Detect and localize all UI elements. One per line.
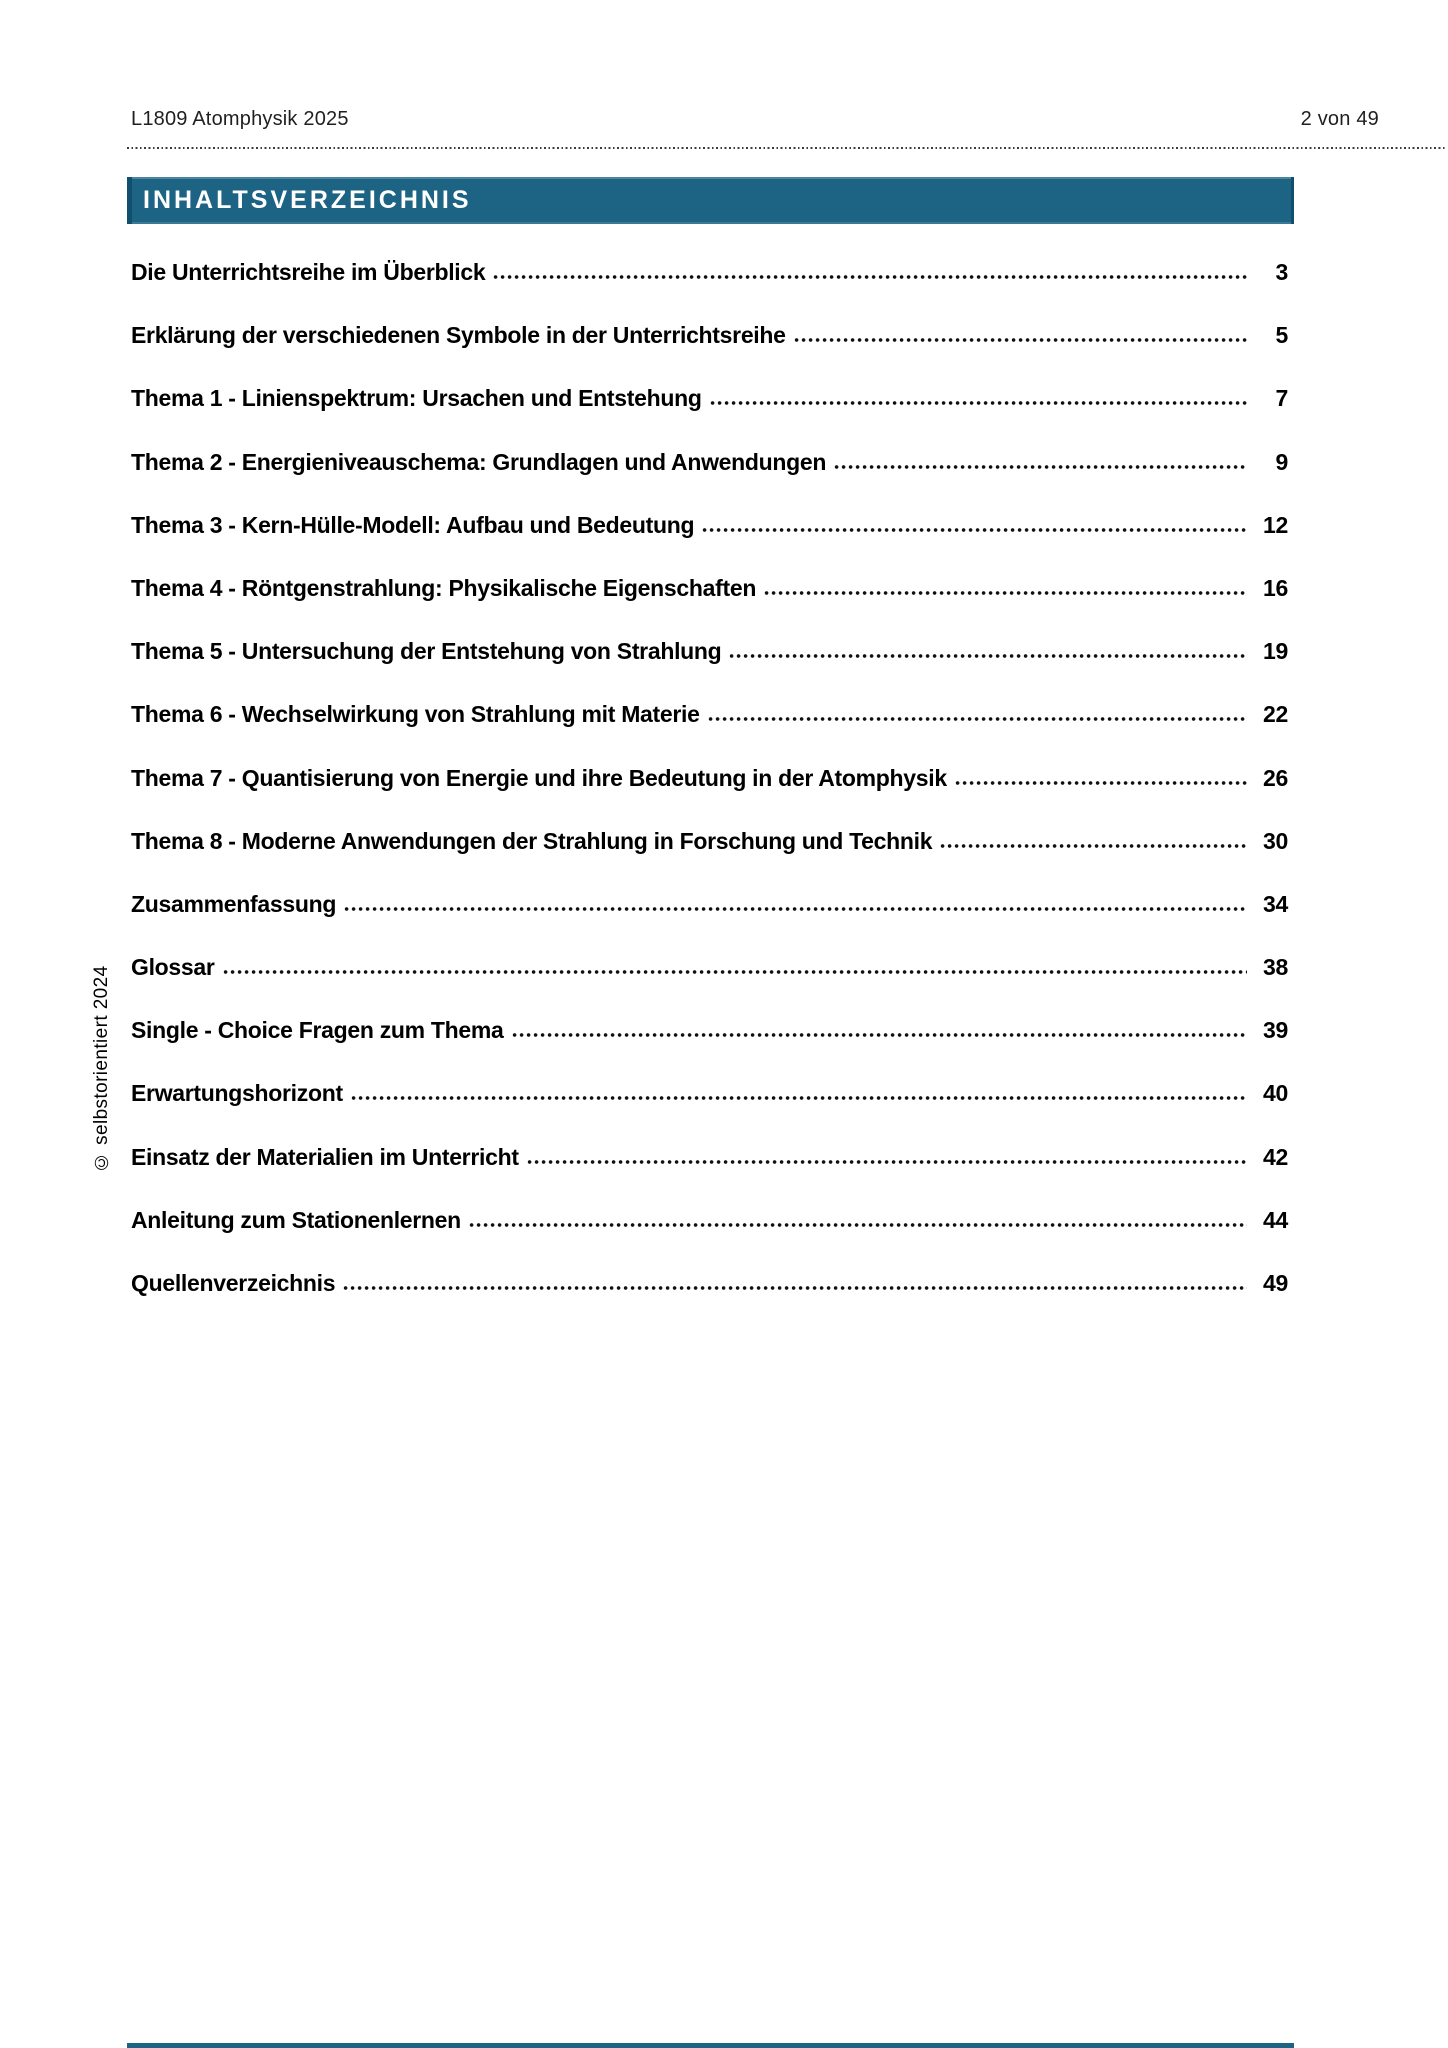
toc-leader-dots: [764, 590, 1247, 596]
toc-entry-label: Thema 8 - Moderne Anwendungen der Strahlung in Forschung und Technik: [131, 827, 933, 854]
toc-row: [131, 366, 1288, 429]
toc-row: [131, 240, 1288, 303]
toc-leader-dots: [223, 969, 1247, 975]
toc-row: [131, 1125, 1288, 1188]
toc-list: [131, 240, 1288, 1314]
toc-row: [131, 809, 1288, 872]
toc-title: INHALTSVERZEICHNIS: [143, 186, 472, 214]
toc-row: [131, 872, 1288, 935]
toc-row: [131, 1251, 1288, 1314]
toc-entry-label: Thema 6 - Wechselwirkung von Strahlung mit Materie: [131, 701, 700, 728]
toc-entry-label: Thema 1 - Linienspektrum: Ursachen und Entstehung: [131, 385, 702, 412]
toc-row: [131, 935, 1288, 998]
toc-entry-page: 12: [1263, 511, 1288, 538]
toc-entry-page: 42: [1263, 1143, 1288, 1170]
toc-leader-dots: [527, 1159, 1247, 1165]
toc-leader-dots: [512, 1032, 1247, 1038]
toc-leader-dots: [493, 274, 1247, 280]
toc-entry-label: Thema 5 - Untersuchung der Entstehung von Strahlung: [131, 638, 722, 665]
toc-entry-page: 3: [1275, 259, 1288, 285]
toc-leader-dots: [729, 653, 1247, 659]
toc-entry-label: Single - Choice Fragen zum Thema: [131, 1017, 504, 1044]
toc-title-bar: [127, 177, 1294, 224]
toc-leader-dots: [955, 780, 1247, 786]
toc-entry-label: Erwartungshorizont: [131, 1080, 343, 1107]
bottom-accent-strip: [127, 2043, 1294, 2048]
toc-entry-label: Erklärung der verschiedenen Symbole in der Unterrichtsreihe: [131, 322, 786, 349]
toc-entry-label: Glossar: [131, 954, 215, 981]
toc-row: [131, 746, 1288, 809]
toc-entry-page: 39: [1263, 1017, 1288, 1044]
toc-entry-page: 22: [1263, 701, 1288, 728]
toc-entry-label: Die Unterrichtsreihe im Überblick: [131, 259, 486, 285]
toc-leader-dots: [344, 906, 1247, 912]
header-page-indicator: 2 von 49: [1300, 108, 1379, 130]
toc-entry-label: Anleitung zum Stationenlernen: [131, 1206, 461, 1233]
toc-row: [131, 430, 1288, 493]
toc-leader-dots: [708, 716, 1247, 722]
toc-row: [131, 1188, 1288, 1251]
toc-entry-label: Thema 2 - Energieniveauschema: Grundlagen und Anwendungen: [131, 448, 827, 475]
toc-row: [131, 619, 1288, 682]
toc-entry-label: Thema 3 - Kern-Hülle-Modell: Aufbau und Bedeutung: [131, 511, 695, 538]
header-doc-code: L1809 Atomphysik 2025: [131, 108, 349, 130]
toc-entry-page: 16: [1263, 574, 1288, 601]
toc-leader-dots: [343, 1285, 1247, 1291]
toc-row: [131, 998, 1288, 1061]
toc-leader-dots: [702, 527, 1247, 533]
toc-row: [131, 682, 1288, 745]
toc-entry-page: 26: [1263, 764, 1288, 791]
toc-entry-label: Thema 7 - Quantisierung von Energie und ihre Bedeutung in der Atomphysik: [131, 764, 947, 791]
toc-leader-dots: [794, 337, 1247, 343]
toc-entry-page: 38: [1263, 954, 1288, 981]
toc-entry-page: 44: [1263, 1206, 1288, 1233]
toc-entry-page: 30: [1263, 827, 1288, 854]
toc-row: [131, 1061, 1288, 1124]
toc-leader-dots: [469, 1222, 1247, 1228]
toc-entry-page: 19: [1263, 638, 1288, 665]
toc-entry-label: Zusammenfassung: [131, 890, 337, 917]
toc-leader-dots: [940, 843, 1247, 849]
toc-leader-dots: [351, 1095, 1247, 1101]
toc-row: [131, 303, 1288, 366]
toc-entry-label: Thema 4 - Röntgenstrahlung: Physikalische Eigenschaften: [131, 574, 757, 601]
toc-entry-page: 5: [1275, 322, 1288, 349]
header-divider-rule: [127, 147, 1446, 149]
toc-entry-label: Einsatz der Materialien im Unterricht: [131, 1143, 519, 1170]
toc-row: [131, 493, 1288, 556]
page-header: [131, 108, 1379, 131]
toc-leader-dots: [710, 400, 1247, 406]
toc-entry-page: 7: [1275, 385, 1288, 412]
toc-leader-dots: [834, 464, 1247, 470]
toc-entry-label: Quellenverzeichnis: [131, 1270, 336, 1296]
toc-row: [131, 556, 1288, 619]
toc-entry-page: 49: [1263, 1270, 1288, 1296]
toc-entry-page: 40: [1263, 1080, 1288, 1107]
toc-entry-page: 34: [1263, 890, 1288, 917]
toc-entry-page: 9: [1275, 448, 1288, 475]
copyright-vertical-text: © selbstorientiert 2024: [91, 965, 112, 1172]
